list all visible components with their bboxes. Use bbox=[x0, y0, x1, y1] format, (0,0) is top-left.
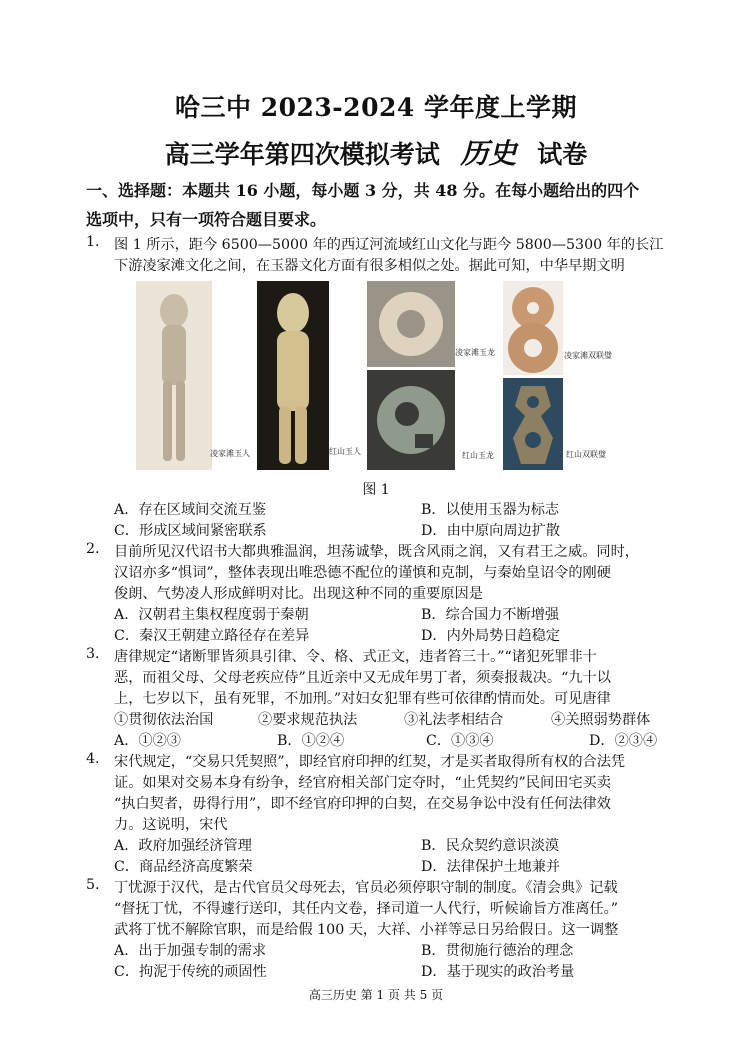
q4-line3: “执白契者，毋得行用”，即不经官府印押的白契，在交易争讼中没有任何法律效 bbox=[114, 796, 611, 812]
q5-option-c: C．拘泥于传统的顽固性 bbox=[114, 964, 267, 980]
fig-label-lingjiatan-double-bi: 凌家滩双联璧 bbox=[564, 351, 612, 360]
title-prefix: 高三学年第四次模拟考试 bbox=[164, 140, 440, 169]
exam-title-line1: 哈三中 2023-2024 学年度上学期 bbox=[175, 93, 577, 122]
q5-line3: 武将丁忧不解除官职，而是给假 100 天，大祥、小祥等忌日另给假日。这一调整 bbox=[114, 922, 619, 938]
q3-item-3: ③礼法孝相结合 bbox=[404, 712, 504, 728]
q5-number: 5. bbox=[86, 877, 100, 893]
hongshan-jade-figure-image bbox=[257, 281, 329, 470]
q3-option-c: C．①③④ bbox=[426, 733, 494, 749]
q1-option-b: B．以使用玉器为标志 bbox=[421, 502, 560, 518]
title-suffix: 试卷 bbox=[537, 140, 588, 169]
q3-option-b: B．①②④ bbox=[277, 733, 345, 749]
q3-item-1: ①贯彻依法治国 bbox=[114, 712, 214, 728]
q4-line2: 证。如果对交易本身有纷争，经官府相关部门定夺时，“止凭契约”民间田宅买卖 bbox=[114, 775, 611, 791]
q2-line3: 俊朗、气势凌人形成鲜明对比。出现这种不同的重要原因是 bbox=[114, 586, 483, 602]
q5-line2: “督抚丁忧，不得遽行送印，其任内文卷，择司道一人代行，听候谕旨方准离任。” bbox=[114, 901, 618, 917]
q4-option-b: B．民众契约意识淡漠 bbox=[421, 838, 560, 854]
q3-line1: 唐律规定“诸断罪皆须具引律、令、格、式正文，违者笞三十。”“诸犯死罪非十 bbox=[114, 649, 597, 665]
q2-option-d: D．内外局势日趋稳定 bbox=[421, 628, 561, 644]
exam-title-line2 bbox=[0, 132, 752, 172]
lingjiatan-double-bi-image bbox=[503, 281, 563, 375]
q3-option-a: A．①②③ bbox=[114, 733, 181, 749]
q3-option-d: D．②③④ bbox=[589, 733, 658, 749]
hongshan-jade-dragon-image bbox=[367, 370, 455, 470]
q2-option-c: C．秦汉王朝建立路径存在差异 bbox=[114, 628, 310, 644]
q1-line2: 下游凌家滩文化之间，在玉器文化方面有很多相似之处。据此可知，中华早期文明 bbox=[114, 258, 625, 274]
q4-option-c: C．商品经济高度繁荣 bbox=[114, 859, 253, 875]
q5-option-b: B．贯彻施行德治的理念 bbox=[421, 943, 574, 959]
section-line1: 一、选择题：本题共 16 小题，每小题 3 分，共 48 分。在每小题给出的四个 bbox=[86, 181, 640, 200]
q4-line4: 力。这说明，宋代 bbox=[114, 817, 228, 833]
q3-item-4: ④关照弱势群体 bbox=[551, 712, 651, 728]
fig-label-hongshan-figure: 红山玉人 bbox=[329, 447, 361, 456]
q2-line2: 汉诏亦多“惧词”，整体表现出唯恐德不配位的谨慎和克制，与秦始皇诏令的刚硬 bbox=[114, 565, 611, 581]
q4-option-a: A．政府加强经济管理 bbox=[114, 838, 252, 854]
page-footer: 高三历史 第 1 页 共 5 页 bbox=[308, 988, 444, 1002]
q4-number: 4. bbox=[86, 751, 100, 767]
q5-option-d: D．基于现实的政治考量 bbox=[421, 964, 575, 980]
q1-option-d: D．由中原向周边扩散 bbox=[421, 523, 561, 539]
q2-option-b: B．综合国力不断增强 bbox=[421, 607, 560, 623]
fig-label-lingjiatan-figure: 凌家滩玉人 bbox=[210, 449, 250, 458]
q1-option-c: C．形成区域间紧密联系 bbox=[114, 523, 267, 539]
q5-option-a: A．出于加强专制的需求 bbox=[114, 943, 267, 959]
q4-option-d: D．法律保护土地兼并 bbox=[421, 859, 561, 875]
section-line2: 选项中，只有一项符合题目要求。 bbox=[86, 210, 327, 229]
q2-option-a: A．汉朝君主集权程度弱于秦朝 bbox=[114, 607, 309, 623]
hongshan-double-bi-image bbox=[503, 378, 563, 470]
fig-label-lingjiatan-dragon: 凌家滩玉龙 bbox=[455, 348, 495, 357]
q4-line1: 宋代规定，“交易只凭契照”，即经官府印押的红契，才是买者取得所有权的合法凭 bbox=[114, 754, 626, 770]
q3-line2: 恶，而祖父母、父母老疾应侍”且近亲中又无成年男丁者，须奏报裁决。“九十以 bbox=[114, 670, 611, 686]
lingjiatan-jade-figure-image bbox=[136, 281, 212, 470]
q1-number: 1. bbox=[86, 234, 100, 250]
q1-option-a: A．存在区域间交流互鉴 bbox=[114, 502, 267, 518]
q5-line1: 丁忧源于汉代，是古代官员父母死去，官员必须停职守制的制度。《清会典》记载 bbox=[114, 880, 618, 896]
title-subject: 历史 bbox=[460, 137, 517, 170]
q3-item-2: ②要求规范执法 bbox=[258, 712, 358, 728]
lingjiatan-jade-dragon-image bbox=[367, 281, 455, 367]
q3-line3: 上，七岁以下，虽有死罪，不加刑。”对妇女犯罪有些可依律酌情而处。可见唐律 bbox=[114, 691, 611, 707]
q2-line1: 目前所见汉代诏书大都典雅温润，坦荡诚挚，既含风雨之润，又有君王之威。同时， bbox=[114, 544, 639, 560]
q1-line1: 图 1 所示，距今 6500—5000 年的西辽河流域红山文化与距今 5800—5300 年的长江 bbox=[114, 237, 664, 253]
fig-label-hongshan-double-bi: 红山双联璧 bbox=[566, 450, 606, 459]
fig-label-hongshan-dragon: 红山玉龙 bbox=[462, 451, 494, 460]
q3-number: 3. bbox=[86, 646, 100, 662]
section-heading bbox=[86, 176, 686, 234]
figure-caption: 图 1 bbox=[362, 482, 390, 498]
q2-number: 2. bbox=[86, 541, 100, 557]
